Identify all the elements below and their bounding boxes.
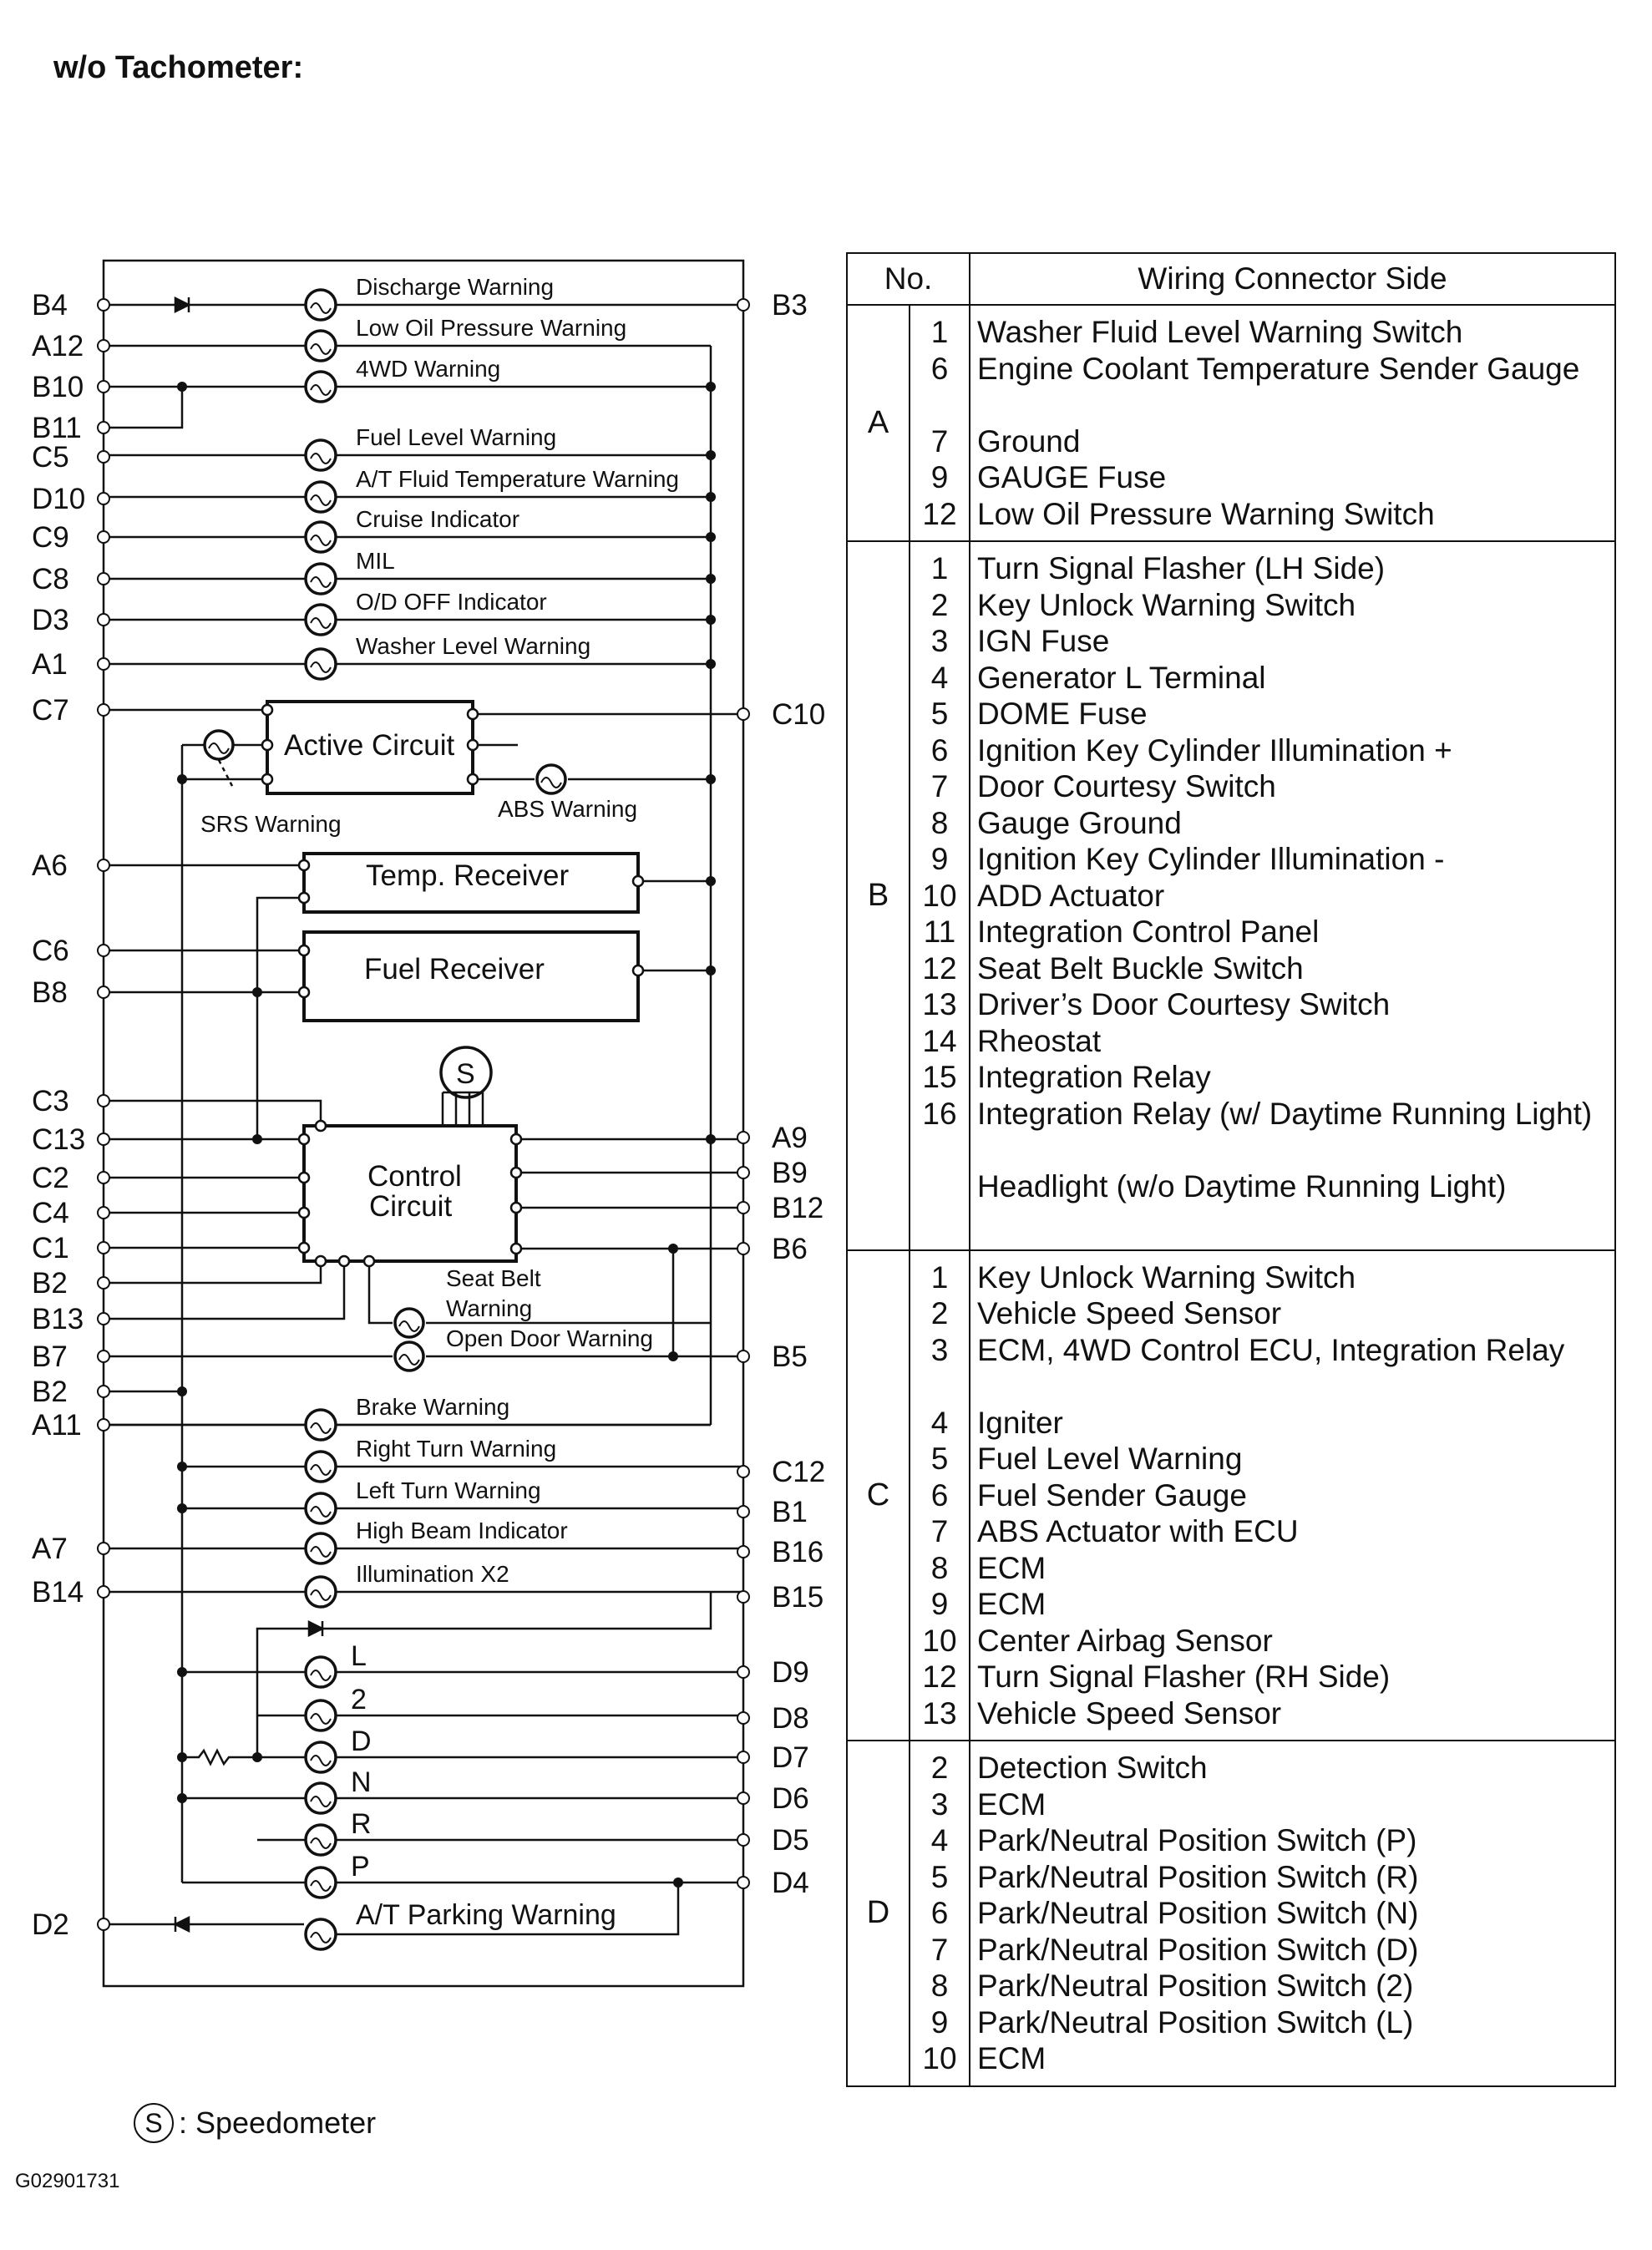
terminal-label: B2 — [32, 1267, 68, 1300]
lamp-label: Illumination X2 — [356, 1561, 509, 1587]
left-terminal-22 — [32, 1376, 109, 1408]
pin-number: 9 — [930, 1587, 949, 1621]
legend-text: : Speedometer — [179, 2106, 377, 2140]
pin-number: 6 — [930, 732, 949, 768]
left-terminal-9 — [32, 648, 109, 681]
right-terminal-4 — [737, 1192, 823, 1224]
pin-description: ABS Actuator with ECU — [977, 1514, 1299, 1548]
lamp-label: P — [351, 1851, 370, 1883]
lamp-0 — [104, 274, 743, 320]
lamp-17 — [182, 1766, 743, 1813]
temp-receiver-label: Temp. Receiver — [366, 859, 570, 892]
col-header-no: No. — [847, 253, 970, 305]
terminal-label: B7 — [32, 1340, 68, 1373]
terminal-label: A11 — [32, 1409, 82, 1442]
right-terminal-14 — [737, 1782, 809, 1815]
pin-description: Ignition Key Cylinder Illumination - — [977, 842, 1445, 876]
lamp-icon — [306, 1867, 336, 1898]
right-terminal-1 — [737, 698, 825, 731]
pin-number: 3 — [930, 1332, 949, 1367]
pin-number: 8 — [930, 1550, 949, 1585]
terminal-label: C12 — [772, 1456, 826, 1488]
right-terminal-0 — [737, 289, 808, 322]
pin-description: Park/Neutral Position Switch (D) — [977, 1932, 1419, 1967]
left-terminal-4 — [32, 441, 109, 474]
lamp-label: Left Turn Warning — [356, 1477, 541, 1503]
lamp-2 — [104, 356, 711, 402]
pin-description: ECM — [977, 1587, 1046, 1621]
left-terminal-6 — [32, 521, 109, 554]
pin-description: Vehicle Speed Sensor — [977, 1695, 1282, 1731]
left-terminal-19 — [32, 1267, 109, 1300]
pin-number: 7 — [930, 423, 949, 459]
pin-number: 4 — [930, 660, 949, 695]
terminal-label: C4 — [32, 1197, 69, 1229]
pin-description: Low Oil Pressure Warning Switch — [977, 496, 1435, 531]
lamp-icon — [306, 649, 336, 679]
terminal-label: B4 — [32, 289, 68, 322]
connector-group-B — [847, 541, 1615, 1250]
lamp-8 — [104, 633, 711, 679]
control-circuit-label-1: Control — [367, 1160, 462, 1193]
lamp-label: A/T Parking Warning — [356, 1899, 616, 1931]
pin-description: Integration Relay — [977, 1060, 1211, 1094]
pin-number: 9 — [930, 460, 949, 494]
right-terminal-7 — [737, 1456, 825, 1488]
left-terminal-23 — [32, 1409, 109, 1442]
seat-belt-warning-label-2: Warning — [446, 1295, 533, 1321]
terminal-label: A1 — [32, 648, 68, 681]
pin-description: Fuel Level Warning — [977, 1442, 1243, 1476]
lamp-label: N — [351, 1766, 372, 1798]
lamp-9 — [104, 1394, 711, 1440]
pin-description: Turn Signal Flasher (LH Side) — [977, 551, 1386, 585]
pin-description: ECM — [977, 1786, 1046, 1822]
lamp-label: Right Turn Warning — [356, 1436, 557, 1462]
pin-number: 3 — [930, 1786, 949, 1822]
lamp-label: Discharge Warning — [356, 274, 555, 300]
pin-number: 2 — [930, 1751, 949, 1785]
pin-description: IGN Fuse — [977, 624, 1110, 658]
terminal-label: B9 — [772, 1157, 808, 1189]
pin-description: Seat Belt Buckle Switch — [977, 950, 1304, 986]
left-terminal-1 — [32, 330, 109, 362]
fuel-receiver-label: Fuel Receiver — [364, 953, 545, 986]
terminal-label: C6 — [32, 935, 69, 967]
pin-descriptions — [970, 541, 1615, 1250]
right-terminal-11 — [737, 1656, 809, 1689]
pin-description: Park/Neutral Position Switch (P) — [977, 1823, 1417, 1857]
pin-number: 6 — [930, 351, 949, 386]
pin-number: 3 — [930, 624, 949, 658]
terminal-label: B11 — [32, 412, 82, 444]
pin-descriptions — [970, 1250, 1615, 1741]
terminal-label: B12 — [772, 1192, 824, 1224]
pin-number: 7 — [930, 1932, 949, 1967]
pin-description: Park/Neutral Position Switch (N) — [977, 1896, 1419, 1930]
lamp-13 — [104, 1561, 743, 1607]
pin-description: Ground — [977, 423, 1081, 459]
srs-warning-label: SRS Warning — [200, 811, 342, 837]
pin-number: 5 — [930, 1442, 949, 1476]
terminal-label: D9 — [772, 1656, 809, 1689]
lamp-icon — [306, 1783, 336, 1813]
right-terminal-9 — [737, 1536, 823, 1568]
right-terminal-10 — [737, 1581, 823, 1614]
left-terminal-8 — [32, 604, 109, 636]
pin-number: 11 — [923, 915, 956, 949]
lamp-7 — [104, 589, 711, 635]
lamp-icon — [306, 1410, 336, 1440]
lamp-label: Cruise Indicator — [356, 506, 520, 532]
pin-number: 10 — [922, 878, 957, 913]
terminal-label: D4 — [772, 1867, 809, 1899]
pin-number: 12 — [922, 950, 957, 986]
terminal-label: C7 — [32, 694, 69, 727]
pin-description: GAUGE Fuse — [977, 460, 1167, 494]
lamp-label: Fuel Level Warning — [356, 424, 557, 450]
terminal-label: A12 — [32, 330, 84, 362]
lamp-11 — [182, 1477, 743, 1523]
lamp-12 — [104, 1518, 743, 1563]
pin-description: Integration Relay (w/ Daytime Running Light) — [977, 1096, 1593, 1131]
lamp-icon — [306, 372, 336, 402]
terminal-label: B10 — [32, 371, 84, 403]
lamp-3 — [104, 424, 711, 470]
speedometer-legend-icon: S — [134, 2103, 174, 2143]
pin-description: Generator L Terminal — [977, 660, 1266, 695]
lamp-label: High Beam Indicator — [356, 1518, 568, 1543]
left-terminal-20 — [32, 1303, 109, 1335]
srs-lamp-icon — [205, 731, 233, 759]
pin-description: Key Unlock Warning Switch — [977, 1259, 1356, 1295]
left-terminal-18 — [32, 1232, 109, 1264]
wiring — [104, 297, 743, 1934]
pin-numbers — [910, 305, 970, 541]
terminal-label: B6 — [772, 1233, 808, 1265]
left-terminal-17 — [32, 1197, 109, 1229]
left-terminal-2 — [32, 371, 109, 403]
left-terminal-11 — [32, 849, 109, 882]
left-terminal-5 — [32, 483, 109, 515]
group-label: B — [847, 541, 910, 1250]
pin-number: 8 — [930, 805, 949, 840]
lamp-19 — [182, 1851, 743, 1898]
lamp-6 — [104, 548, 711, 594]
terminal-label: B5 — [772, 1340, 808, 1373]
right-terminal-5 — [737, 1233, 808, 1265]
lamp-label: A/T Fluid Temperature Warning — [356, 466, 679, 492]
pin-number: 5 — [930, 697, 949, 731]
lamp-label: D — [351, 1726, 372, 1757]
legend — [134, 2103, 376, 2143]
lamp-icon — [306, 522, 336, 552]
terminal-label: D8 — [772, 1702, 809, 1735]
left-terminal-16 — [32, 1162, 109, 1194]
pin-description: Center Airbag Sensor — [977, 1623, 1273, 1658]
pin-description: Headlight (w/o Daytime Running Light) — [977, 1168, 1507, 1204]
terminal-label: A9 — [772, 1122, 808, 1154]
pin-number: 2 — [930, 1296, 949, 1330]
left-terminal-26 — [32, 1908, 109, 1941]
lamp-label: 2 — [351, 1684, 367, 1715]
pin-number: 10 — [922, 1623, 957, 1658]
terminal-label: C10 — [772, 698, 826, 731]
terminal-label: C8 — [32, 563, 69, 595]
right-terminal-3 — [737, 1157, 808, 1189]
right-terminal-16 — [737, 1867, 809, 1899]
lamp-14 — [182, 1640, 743, 1687]
col-header-wiring: Wiring Connector Side — [970, 253, 1615, 305]
pin-number: 6 — [930, 1896, 949, 1930]
terminal-label: C5 — [32, 441, 69, 474]
pin-description: Park/Neutral Position Switch (2) — [977, 1969, 1414, 2003]
pin-description: Detection Switch — [977, 1751, 1208, 1785]
pin-description: ECM, 4WD Control ECU, Integration Relay — [977, 1332, 1565, 1367]
pin-number: 14 — [922, 1023, 957, 1058]
pin-description: Integration Control Panel — [977, 915, 1320, 949]
lamp-icon — [306, 331, 336, 361]
group-label: A — [847, 305, 910, 541]
page-title: w/o Tachometer: — [53, 50, 304, 85]
lamp-icon — [306, 1700, 336, 1731]
pin-number — [917, 1168, 962, 1241]
lamp-18 — [257, 1808, 743, 1855]
left-terminal-10 — [32, 694, 109, 727]
left-terminal-0 — [32, 289, 109, 322]
pin-number: 4 — [930, 1823, 949, 1857]
lamp-label: Washer Level Warning — [356, 633, 591, 659]
terminal-label: B15 — [772, 1581, 824, 1614]
pin-number: 2 — [930, 587, 949, 622]
pin-description: Rheostat — [977, 1023, 1102, 1058]
left-terminal-14 — [32, 1085, 109, 1117]
pin-numbers — [910, 541, 970, 1250]
seat-belt-warning-label-1: Seat Belt — [446, 1265, 541, 1291]
terminal-label: B13 — [32, 1303, 84, 1335]
lamp-label: 4WD Warning — [356, 356, 501, 382]
pin-number: 9 — [930, 2004, 949, 2040]
lamp-icon — [306, 290, 336, 320]
pin-numbers — [910, 1741, 970, 2086]
connector-group-A — [847, 305, 1615, 541]
terminal-label: B8 — [32, 976, 68, 1009]
abs-warning-label: ABS Warning — [498, 796, 638, 822]
pin-number: 7 — [930, 769, 949, 803]
pin-number: 16 — [922, 1096, 957, 1131]
lamp-icon — [306, 1533, 336, 1563]
right-terminal-2 — [737, 1122, 808, 1154]
terminal-label: D2 — [32, 1908, 69, 1941]
left-terminal-24 — [32, 1533, 109, 1565]
terminal-label: C3 — [32, 1085, 69, 1117]
lamp-label: Low Oil Pressure Warning — [356, 315, 627, 341]
lamp-icon — [306, 605, 336, 635]
pin-description: Park/Neutral Position Switch (R) — [977, 1859, 1419, 1894]
pin-description: DOME Fuse — [977, 697, 1148, 731]
pin-descriptions — [970, 305, 1615, 541]
active-circuit-label: Active Circuit — [284, 729, 455, 762]
seat-belt-lamp-icon — [395, 1309, 423, 1337]
terminal-label: B14 — [32, 1576, 84, 1609]
pin-number: 12 — [922, 496, 957, 531]
diode-symbol — [309, 1622, 322, 1635]
pin-description: Gauge Ground — [977, 805, 1182, 840]
terminal-label: D5 — [772, 1824, 809, 1857]
terminal-label: B1 — [772, 1496, 808, 1528]
right-terminal-6 — [737, 1340, 808, 1373]
lamp-icon — [306, 564, 336, 594]
pin-number: 12 — [922, 1660, 957, 1694]
lamp-icon — [306, 1742, 336, 1772]
lamps — [104, 274, 743, 1949]
lamp-icon — [306, 1493, 336, 1523]
figure-id: G02901731 — [15, 2170, 120, 2192]
pin-number: 1 — [930, 315, 949, 349]
pin-number: 4 — [930, 1405, 949, 1440]
lamp-10 — [182, 1436, 743, 1482]
connector-group-D — [847, 1741, 1615, 2086]
pin-description: Igniter — [977, 1405, 1063, 1440]
pin-description: Driver’s Door Courtesy Switch — [977, 987, 1391, 1021]
abs-lamp-icon — [537, 765, 565, 793]
pin-number: 1 — [930, 1259, 949, 1295]
left-terminal-3 — [32, 412, 109, 444]
group-label: D — [847, 1741, 910, 2086]
lamp-icon — [306, 1657, 336, 1687]
pin-number: 10 — [922, 2041, 957, 2075]
lamp-icon — [306, 482, 336, 512]
terminal-label: C9 — [32, 521, 69, 554]
lamp-icon — [306, 1825, 336, 1855]
pin-description: Turn Signal Flasher (RH Side) — [977, 1660, 1391, 1694]
pin-number: 1 — [930, 551, 949, 585]
lamp-label: MIL — [356, 548, 395, 574]
pin-number: 15 — [922, 1060, 957, 1094]
connector-table — [846, 252, 1616, 2087]
pin-description: ECM — [977, 1550, 1046, 1585]
lamp-1 — [104, 315, 711, 361]
pin-number: 7 — [930, 1514, 949, 1548]
pin-number: 13 — [922, 1695, 957, 1731]
speedometer-symbol-label: S — [456, 1058, 475, 1090]
pin-description: Vehicle Speed Sensor — [977, 1296, 1282, 1330]
pin-description: ADD Actuator — [977, 878, 1165, 913]
pin-description: Washer Fluid Level Warning Switch — [977, 315, 1463, 349]
left-terminal-7 — [32, 563, 109, 595]
open-door-lamp-icon — [395, 1342, 423, 1371]
terminal-label: D10 — [32, 483, 86, 515]
left-terminal-15 — [32, 1123, 109, 1156]
pin-description: Ignition Key Cylinder Illumination + — [977, 732, 1452, 768]
pin-number: 13 — [922, 987, 957, 1021]
lamp-20 — [306, 1899, 616, 1949]
pin-number: 5 — [930, 1859, 949, 1894]
terminal-label: A7 — [32, 1533, 68, 1565]
lamp-icon — [306, 1452, 336, 1482]
left-terminal-21 — [32, 1340, 109, 1373]
pin-description: ECM — [977, 2041, 1046, 2075]
terminal-label: C2 — [32, 1162, 69, 1194]
lamp-icon — [306, 1577, 336, 1607]
left-terminal-25 — [32, 1576, 109, 1609]
control-circuit-label-2: Circuit — [369, 1190, 453, 1223]
terminal-label: D3 — [32, 604, 69, 636]
lamp-15 — [257, 1684, 743, 1731]
terminal-label: B3 — [772, 289, 808, 322]
pin-descriptions — [970, 1741, 1615, 2086]
left-terminal-13 — [32, 976, 109, 1009]
right-terminal-8 — [737, 1496, 808, 1528]
lamp-5 — [104, 506, 711, 552]
lamp-label: O/D OFF Indicator — [356, 589, 547, 615]
terminal-label: C13 — [32, 1123, 86, 1156]
connector-group-C — [847, 1250, 1615, 1741]
terminal-label: C1 — [32, 1232, 69, 1264]
lamp-4 — [104, 466, 711, 512]
pin-description: Engine Coolant Temperature Sender Gauge — [977, 351, 1580, 386]
right-terminal-15 — [737, 1824, 809, 1857]
pin-number: 8 — [930, 1969, 949, 2003]
terminal-label: D6 — [772, 1782, 809, 1815]
terminal-label: D7 — [772, 1741, 809, 1774]
pin-description: Fuel Sender Gauge — [977, 1477, 1247, 1513]
lamp-label: L — [351, 1640, 367, 1672]
terminal-label: B2 — [32, 1376, 68, 1408]
pin-description: Park/Neutral Position Switch (L) — [977, 2004, 1414, 2040]
right-terminal-13 — [737, 1741, 809, 1774]
open-door-warning-label: Open Door Warning — [446, 1325, 653, 1351]
pin-description: Door Courtesy Switch — [977, 769, 1276, 803]
lamp-16 — [304, 1726, 743, 1772]
pin-number: 6 — [930, 1477, 949, 1513]
lamp-icon — [306, 1919, 336, 1949]
group-label: C — [847, 1250, 910, 1741]
pin-number: 9 — [930, 842, 949, 876]
pin-numbers — [910, 1250, 970, 1741]
lamp-label: R — [351, 1808, 372, 1840]
terminal-label: B16 — [772, 1536, 824, 1568]
right-terminal-12 — [737, 1702, 809, 1735]
left-terminal-12 — [32, 935, 109, 967]
pin-description: Key Unlock Warning Switch — [977, 587, 1356, 622]
terminal-label: A6 — [32, 849, 68, 882]
lamp-icon — [306, 440, 336, 470]
lamp-label: Brake Warning — [356, 1394, 510, 1420]
